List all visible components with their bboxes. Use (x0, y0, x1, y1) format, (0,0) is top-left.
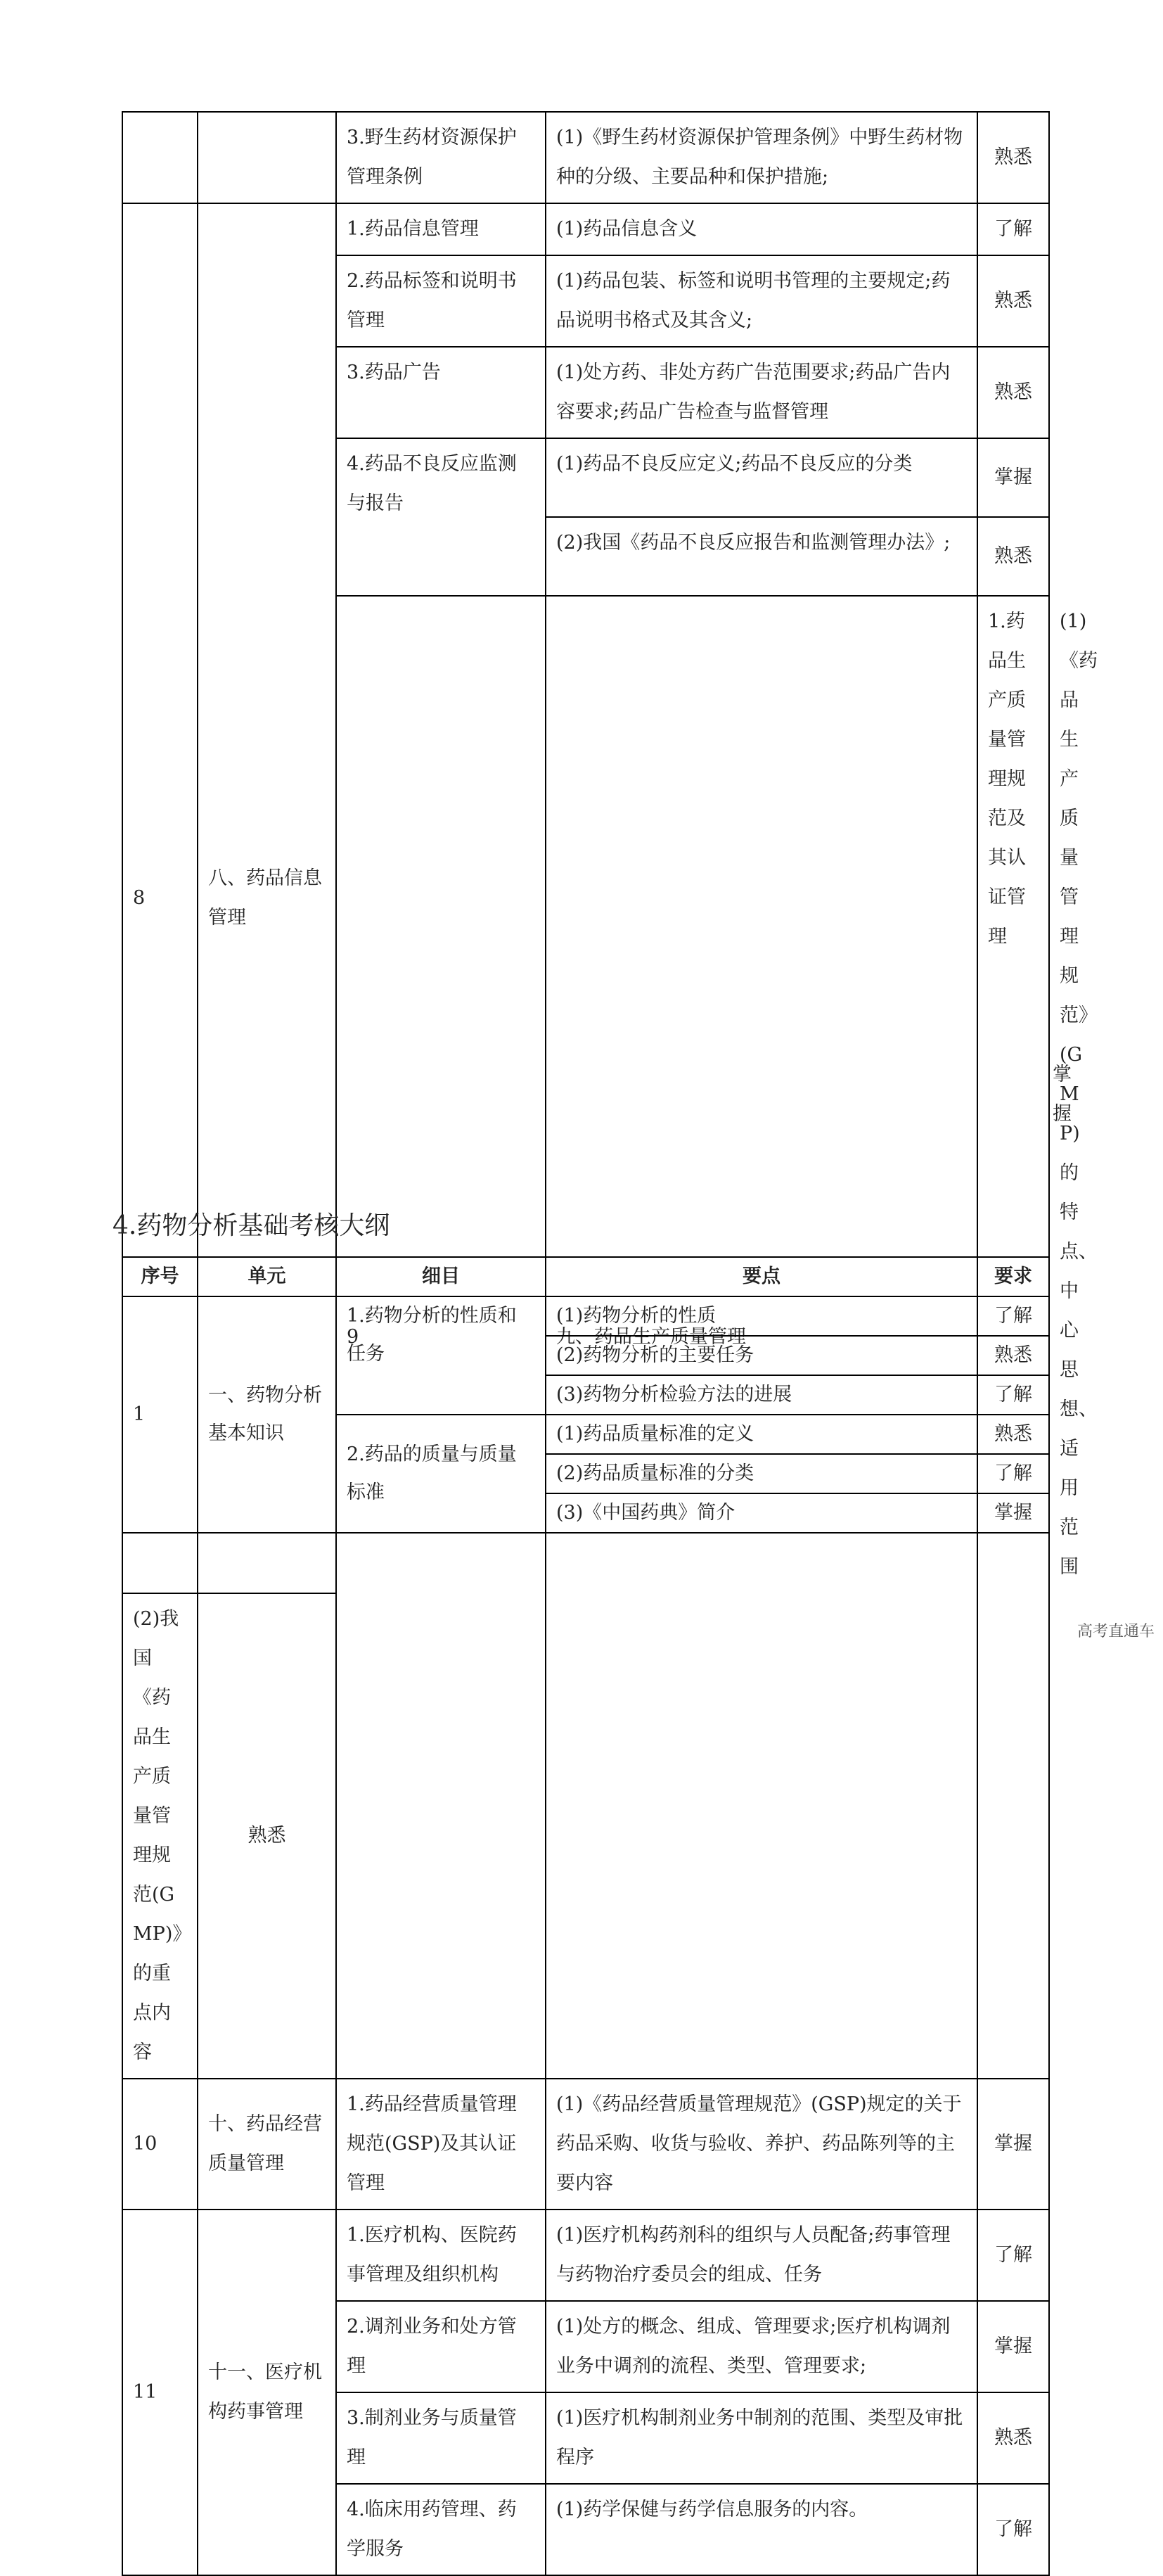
requirement-cell: 了解 (977, 2484, 1049, 2575)
point-cell: (3)药物分析检验方法的进展 (546, 1375, 977, 1415)
point-cell: (1)医疗机构制剂业务中制剂的范围、类型及审批程序 (546, 2392, 977, 2484)
table-row (122, 2210, 1049, 2301)
number-cell: 1 (122, 1296, 198, 1533)
point-cell: (1)药品包装、标签和说明书管理的主要规定;药品说明书格式及其含义; (546, 255, 977, 347)
detail-cell: 3.野生药材资源保护管理条例 (336, 112, 546, 203)
requirement-cell: 了解 (977, 203, 1049, 255)
table-row (122, 2079, 1049, 2210)
table-header-row (122, 1257, 1049, 1296)
requirement-cell: 了解 (977, 1375, 1049, 1415)
detail-cell: 1.药物分析的性质和任务 (336, 1296, 546, 1415)
unit-cell: 十一、医疗机构药事管理 (198, 2210, 336, 2575)
requirement-cell: 掌握 (977, 2301, 1049, 2392)
requirement-cell: 熟悉 (977, 347, 1049, 438)
requirement-cell: 了解 (977, 2210, 1049, 2301)
watermark: 高考直通车 (1077, 1623, 1155, 1640)
detail-cell: 2.药品标签和说明书管理 (336, 255, 546, 347)
point-cell: (1)药品不良反应定义;药品不良反应的分类 (546, 438, 977, 517)
requirement-cell: 熟悉 (977, 255, 1049, 347)
requirement-cell: 熟悉 (198, 1593, 336, 2079)
detail-cell: 3.制剂业务与质量管理 (336, 2392, 546, 2484)
detail-cell: 3.药品广告 (336, 347, 546, 438)
detail-cell: 2.药品的质量与质量标准 (336, 1415, 546, 1533)
requirement-cell: 了解 (977, 1296, 1049, 1336)
point-cell: (2)药品质量标准的分类 (546, 1454, 977, 1493)
point-cell: (2)我国《药品生产质量管理规范(GMP)》的重点内容 (122, 1593, 198, 2079)
point-cell: (1)《野生药材资源保护管理条例》中野生药材物种的分级、主要品种和保护措施; (546, 112, 977, 203)
section-title: 4.药物分析基础考核大纲 (113, 1211, 390, 1240)
number-cell: 8 (122, 203, 198, 1593)
requirement-cell: 熟悉 (977, 112, 1049, 203)
requirement-cell: 掌握 (977, 2079, 1049, 2210)
requirement-cell: 熟悉 (977, 1415, 1049, 1454)
point-cell: (1)《药品经营质量管理规范》(GSP)规定的关于药品采购、收货与验收、养护、药品陈列等的主要内容 (546, 2079, 977, 2210)
point-cell: (1)处方药、非处方药广告范围要求;药品广告内容要求;药品广告检查与监督管理 (546, 347, 977, 438)
point-cell: (2)我国《药品不良反应报告和监测管理办法》; (546, 517, 977, 596)
detail-cell: 1.药品经营质量管理规范(GSP)及其认证管理 (336, 2079, 546, 2210)
header-number: 序号 (122, 1257, 198, 1296)
point-cell: (1)药学保健与药学信息服务的内容。 (546, 2484, 977, 2575)
requirement-cell: 熟悉 (977, 517, 1049, 596)
number-cell: 11 (122, 2210, 198, 2575)
requirement-cell: 掌握 (977, 438, 1049, 517)
unit-cell: 一、药物分析基本知识 (198, 1296, 336, 1533)
detail-cell: 2.调剂业务和处方管理 (336, 2301, 546, 2392)
header-requirement: 要求 (977, 1257, 1049, 1296)
requirement-cell: 熟悉 (977, 1336, 1049, 1375)
unit-cell: 八、药品信息管理 (198, 203, 336, 1593)
point-cell: (1)药品质量标准的定义 (546, 1415, 977, 1454)
point-cell: (1)药品信息含义 (546, 203, 977, 255)
table-row (122, 1296, 1049, 1336)
header-point: 要点 (546, 1257, 977, 1296)
detail-cell: 1.药品信息管理 (336, 203, 546, 255)
unit-cell: 九、药品生产质量管理 (546, 596, 977, 2079)
table-row: 9 九、药品生产质量管理 1.药品生产质量管理规范及其认证管理 (1)《药品生产质量管理规范》(GMP)的特点、中心思想、适用范围 掌握 (122, 596, 1049, 1593)
requirement-cell: 了解 (977, 1454, 1049, 1493)
detail-cell: 4.临床用药管理、药学服务 (336, 2484, 546, 2575)
pharmaceutical-analysis-outline-table (122, 1256, 1050, 1534)
point-cell: (3)《中国药典》简介 (546, 1493, 977, 1533)
requirement-cell: 熟悉 (977, 2392, 1049, 2484)
detail-cell: 1.医疗机构、医院药事管理及组织机构 (336, 2210, 546, 2301)
number-cell: 10 (122, 2079, 198, 2210)
header-detail: 细目 (336, 1257, 546, 1296)
point-cell: (1)药物分析的性质 (546, 1296, 977, 1336)
requirement-cell: 掌握 (977, 1493, 1049, 1533)
detail-cell: 4.药品不良反应监测与报告 (336, 438, 546, 596)
number-cell: 9 (336, 596, 546, 2079)
point-cell: (2)药物分析的主要任务 (546, 1336, 977, 1375)
table-row (122, 112, 1049, 203)
table-cell (122, 112, 198, 203)
header-unit: 单元 (198, 1257, 336, 1296)
table-cell (198, 112, 336, 203)
point-cell: (1)处方的概念、组成、管理要求;医疗机构调剂业务中调剂的流程、类型、管理要求; (546, 2301, 977, 2392)
detail-cell: 1.药品生产质量管理规范及其认证管理 (977, 596, 1049, 2079)
table-row (122, 203, 1049, 255)
unit-cell: 十、药品经营质量管理 (198, 2079, 336, 2210)
point-cell: (1)医疗机构药剂科的组织与人员配备;药事管理与药物治疗委员会的组成、任务 (546, 2210, 977, 2301)
